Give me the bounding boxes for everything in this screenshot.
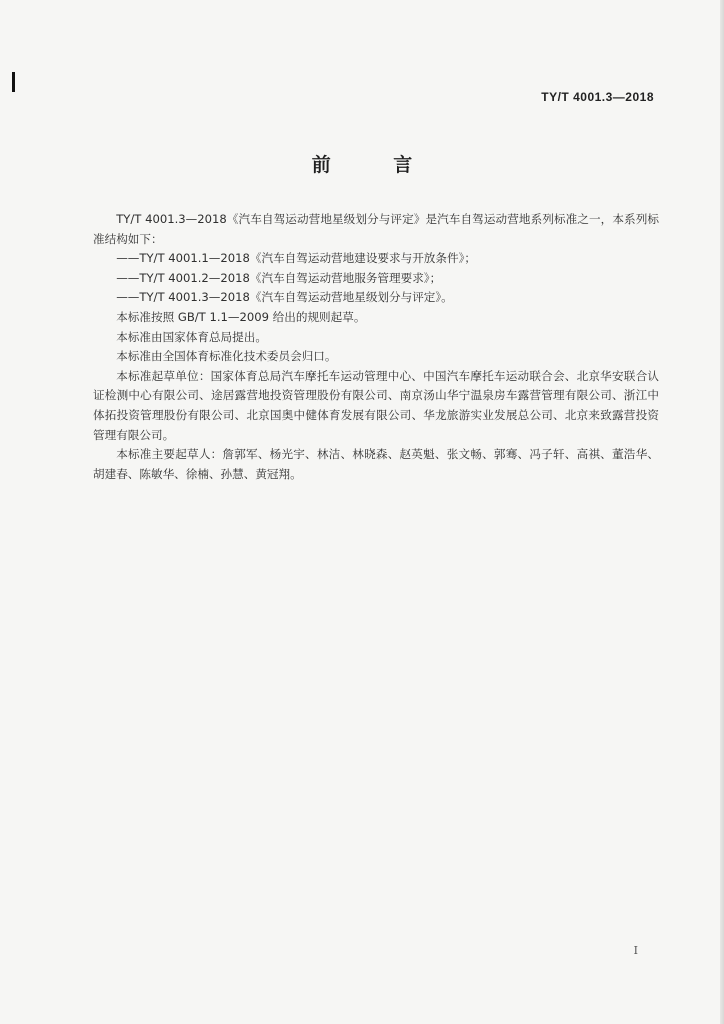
scan-margin-mark [12,72,15,92]
list-item-part3: ——TY/T 4001.3—2018《汽车自驾运动营地星级划分与评定》。 [116,290,453,305]
paragraph-proposed-by: 本标准由国家体育总局提出。 [116,329,267,344]
list-item-part1: ——TY/T 4001.1—2018《汽车自驾运动营地建设要求与开放条件》； [116,251,476,266]
page-title: 前 言 [311,154,441,176]
list-item-part2: ——TY/T 4001.2—2018《汽车自驾运动营地服务管理要求》； [116,270,442,285]
standard-code: TY/T 4001.3—2018 [541,90,654,104]
paragraph-drafting-units: 本标准起草单位：国家体育总局汽车摩托车运动管理中心、中国汽车摩托车运动联合会、北京华安联合认证检测中心有限公司、途居露营地投资管理股份有限公司、南京汤山华宁温泉房车露营管理有限公司、浙江中体拓投资管理股份有限公司、北京国奥中健体育发展有限公司、华龙旅游实业发展总公司、北京来致露营投资管理有限公司。 [93,368,659,442]
page-number: I [633,944,638,957]
paragraph-drafters: 本标准主要起草人：詹郭军、杨光宇、林洁、林晓森、赵英魁、张文畅、郭骞、冯子轩、高祺、董浩华、胡建春、陈敏华、徐楠、孙慧、黄冠翔。 [93,447,659,481]
paragraph-intro: TY/T 4001.3—2018《汽车自驾运动营地星级划分与评定》是汽车自驾运动营地系列标准之一，本系列标准结构如下： [93,212,659,246]
paragraph-administered-by: 本标准由全国体育标准化技术委员会归口。 [116,349,337,364]
paragraph-drafting-rules: 本标准按照 GB/T 1.1—2009 给出的规则起草。 [116,309,366,324]
foreword-body [93,210,659,484]
